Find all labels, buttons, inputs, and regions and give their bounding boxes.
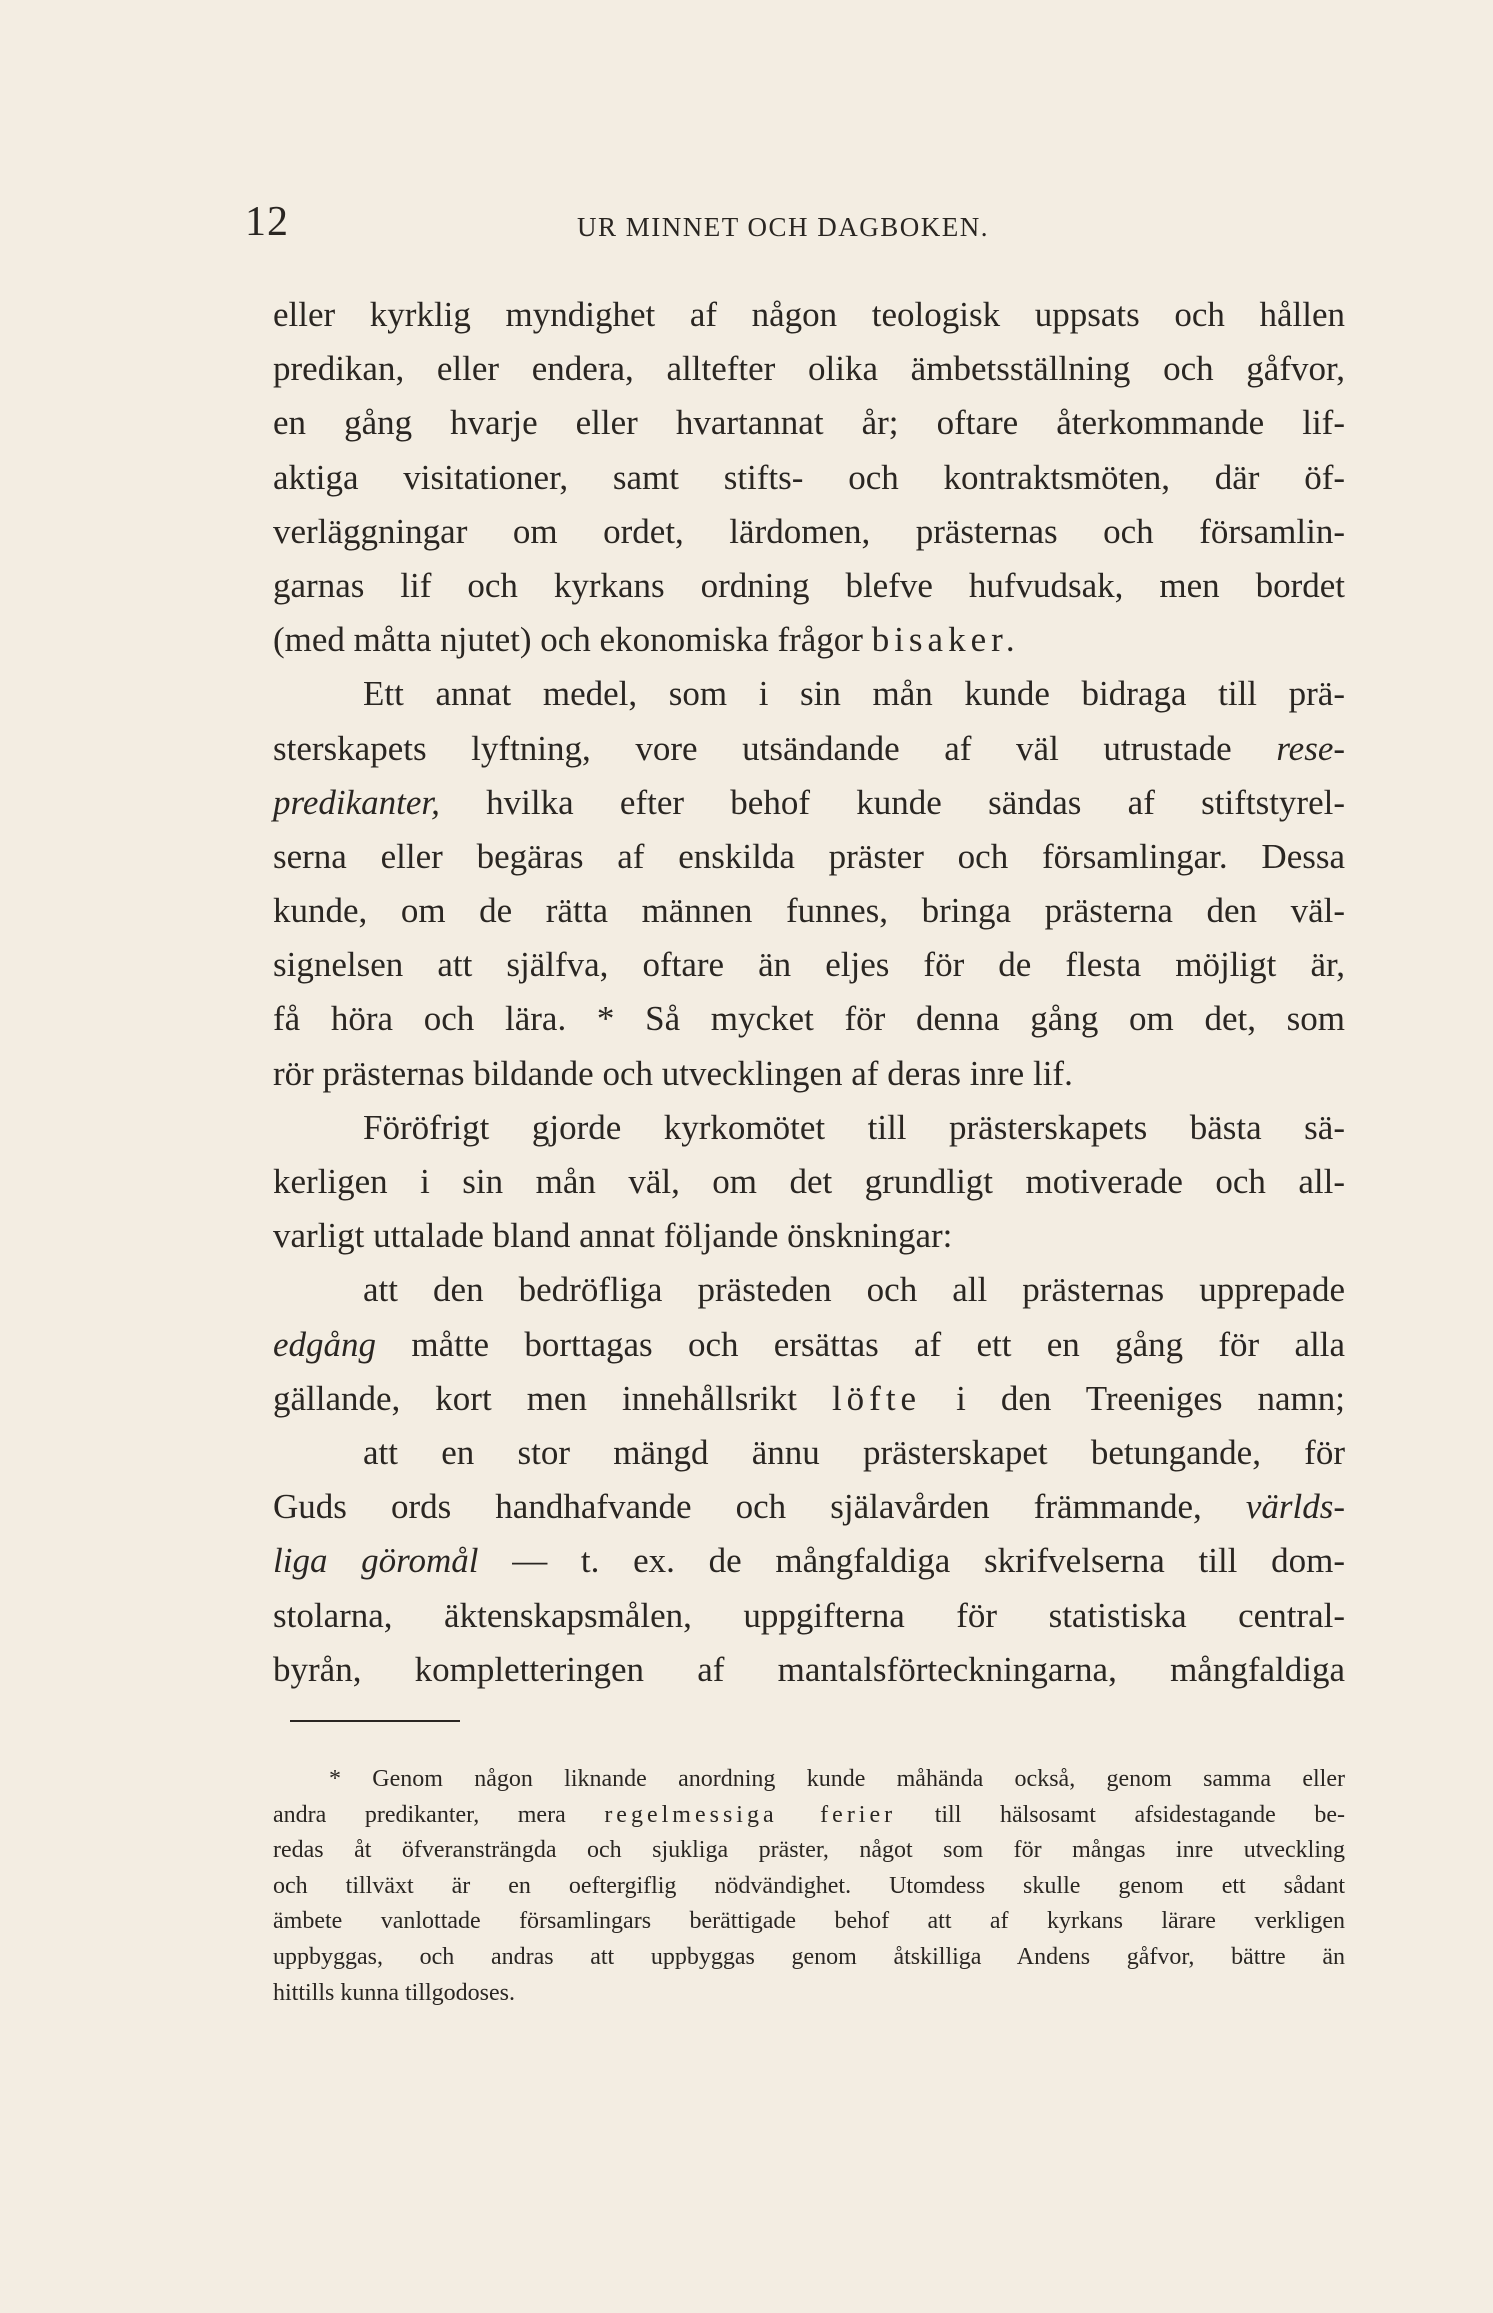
text-line [273,1534,1345,1588]
text-line: en gång hvarje eller hvartannat år; oftare återkommande lif- [273,403,1345,443]
spaced-emphasis: bisaker. [871,620,1020,660]
italic-emphasis: predikanter, [273,782,440,822]
text-line [273,613,1345,667]
text-line: kunde, om de rätta männen funnes, bringa prästerna den väl- [273,891,1345,931]
text-line: signelsen att själfva, oftare än eljes för de flesta möjligt är, [273,945,1345,985]
text-line: Föröfrigt gjorde kyrkomötet till prästerskapets bästa sä- [363,1107,1345,1147]
text-line: få höra och lära. * Så mycket för denna gång om det, som [273,999,1345,1039]
text-run: (med måtta njutet) och ekonomiska frågor [273,620,863,660]
footnote [273,1762,1345,2011]
text-line [273,776,1345,830]
text-line: Ett annat medel, som i sin mån kunde bidraga till prä- [363,674,1345,714]
text-line: eller kyrklig myndighet af någon teologisk uppsats och hållen [273,295,1345,334]
text-run: gällande, kort men innehållsrikt [273,1378,797,1418]
page-number: 12 [245,199,289,245]
text-line: aktiga visitationer, samt stifts- och kontraktsmöten, där öf- [273,457,1345,497]
spaced-emphasis: löfte [831,1378,922,1418]
text-line: att den bedröfliga prästeden och all prästernas upprepade [363,1270,1345,1310]
footnote-line [273,1798,1345,1834]
text-run: — t. ex. de mångfaldiga skrifvelserna till dom- [512,1541,1345,1581]
text-run: andra predikanter, mera [273,1801,566,1828]
italic-emphasis: edgång [273,1324,377,1364]
running-head: UR MINNET OCH DAGBOKEN. [577,212,989,242]
footnote-line: hittills kunna tillgodoses. [273,1979,516,2006]
footnote-line: och tillväxt är en oeftergiflig nödvändighet. Utomdess skulle genom ett sådant [273,1872,1345,1899]
spaced-emphasis: regelmessiga ferier [604,1801,897,1828]
text-line: serna eller begäras af enskilda präster och församlingar. Dessa [273,836,1345,876]
text-run: sterskapets lyftning, vore utsändande af väl utrustade [273,728,1232,768]
text-line [273,1480,1345,1534]
footnote-rule [290,1720,460,1722]
text-line: stolarna, äktenskapsmålen, uppgifterna för statistiska central- [273,1595,1345,1635]
text-line: byrån, kompletteringen af mantalsförteckningarna, mångfaldiga [273,1649,1345,1689]
text-line: predikan, eller endera, alltefter olika ämbetsställning och gåfvor, [273,349,1345,389]
text-run: måtte borttagas och ersättas af ett en gång för alla [411,1324,1346,1364]
text-run: hvilka efter behof kunde sändas af stiftstyrel- [486,782,1345,822]
text-line [273,1318,1345,1372]
body-text [273,288,1345,1697]
text-line: garnas lif och kyrkans ordning blefve hufvudsak, men bordet [273,565,1345,605]
text-line: varligt uttalade bland annat följande önskningar: [273,1216,953,1256]
italic-emphasis: rese- [1276,728,1346,768]
text-run: i den Treeniges namn; [956,1378,1346,1418]
text-line: verläggningar om ordet, lärdomen, prästernas och församlin- [273,511,1345,551]
text-line [273,1372,1345,1426]
text-line [273,722,1345,776]
text-line: att en stor mängd ännu prästerskapet betungande, för [363,1432,1345,1472]
text-run: till hälsosamt afsidestagande be- [934,1801,1346,1828]
text-run: Guds ords handhafvande och själavården främmande, [273,1487,1202,1527]
footnote-line: redas åt öfveransträngda och sjukliga präster, något som för mångas inre utveckling [273,1837,1345,1864]
footnote-line: uppbyggas, och andras att uppbyggas genom åtskilliga Andens gåfvor, bättre än [273,1943,1345,1970]
italic-emphasis: världs- [1245,1487,1345,1527]
text-line: rör prästernas bildande och utvecklingen af deras inre lif. [273,1053,1073,1093]
italic-emphasis: liga göromål [273,1541,479,1581]
footnote-line: ämbete vanlottade församlingars berättigade behof att af kyrkans lärare verkligen [273,1908,1345,1935]
text-line: kerligen i sin mån väl, om det grundligt motiverade och all- [273,1162,1345,1201]
footnote-line: * Genom någon liknande anordning kunde måhända också, genom samma eller [329,1766,1345,1792]
